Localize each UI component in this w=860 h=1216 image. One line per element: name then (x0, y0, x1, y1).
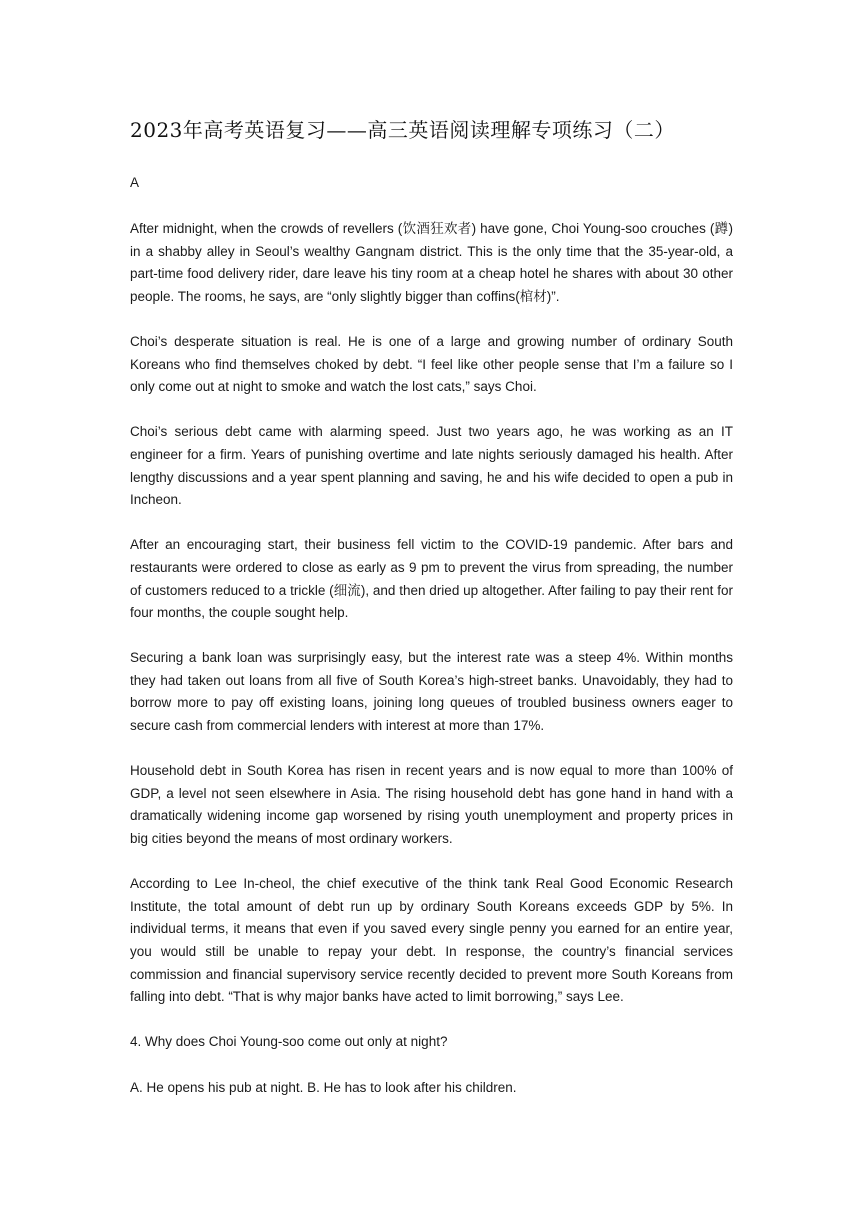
document-title: 2023年高考英语复习——高三英语阅读理解专项练习（二） (130, 118, 675, 142)
answer-options: A. He opens his pub at night. B. He has to look after his children. (130, 1079, 517, 1095)
passage-paragraph: After an encouraging start, their business fell victim to the COVID-19 pandemic. After bars and restaurants were ordered to close as early as 9 pm to prevent the virus from spreading, the number of customers reduced to a trickle (细流), and then dried up altogether. After failing to pay their rent for four months, the couple sought help. (130, 537, 733, 621)
passage-paragraph: Choi’s serious debt came with alarming speed. Just two years ago, he was working as an IT engineer for a firm. Years of punishing overtime and late nights seriously damaged his health. After lengthy discussions and a year spent planning and saving, he and his wife decided to open a pub in Incheon. (130, 424, 733, 508)
passage-body (130, 218, 733, 1099)
passage-paragraph: Choi’s desperate situation is real. He is one of a large and growing number of ordinary South Koreans who find themselves choked by debt. “I feel like other people sense that I’m a failure so I only come out at night to smoke and watch the lost cats,” says Choi. (130, 333, 733, 395)
passage-paragraph: Household debt in South Korea has risen in recent years and is now equal to more than 100% of GDP, a level not seen elsewhere in Asia. The rising household debt has gone hand in hand with a dramatically widening income gap worsened by rising youth unemployment and property prices in big cities beyond the means of most ordinary workers. (130, 763, 733, 847)
question-text: 4. Why does Choi Young-soo come out only at night? (130, 1034, 448, 1050)
passage-paragraph: Securing a bank loan was surprisingly easy, but the interest rate was a steep 4%. Within months they had taken out loans from all five of South Korea’s high-street banks. Unavoidably, they had to borrow more to pay off existing loans, joining long queues of troubled business owners eager to secure cash from commercial lenders with interest at more than 17%. (130, 650, 733, 734)
passage-paragraph: After midnight, when the crowds of revellers (饮酒狂欢者) have gone, Choi Young-soo crouches (蹲) in a shabby alley in Seoul’s wealthy Gangnam district. This is the only time that the 35-year-old, a part-time food delivery rider, dare leave his tiny room at a cheap hotel he shares with about 30 other people. The rooms, he says, are “only slightly bigger than coffins(棺材)”. (130, 221, 733, 304)
passage-paragraph: According to Lee In-cheol, the chief executive of the think tank Real Good Economic Research Institute, the total amount of debt run up by ordinary South Koreans exceeds GDP by 5%. In individual terms, it means that even if you saved every single penny you earned for an entire year, you would still be unable to repay your debt. In response, the country’s financial services commission and financial supervisory service recently decided to prevent more South Koreans from falling into debt. “That is why major banks have acted to limit borrowing,” says Lee. (130, 876, 733, 1005)
section-label: A (130, 175, 140, 190)
